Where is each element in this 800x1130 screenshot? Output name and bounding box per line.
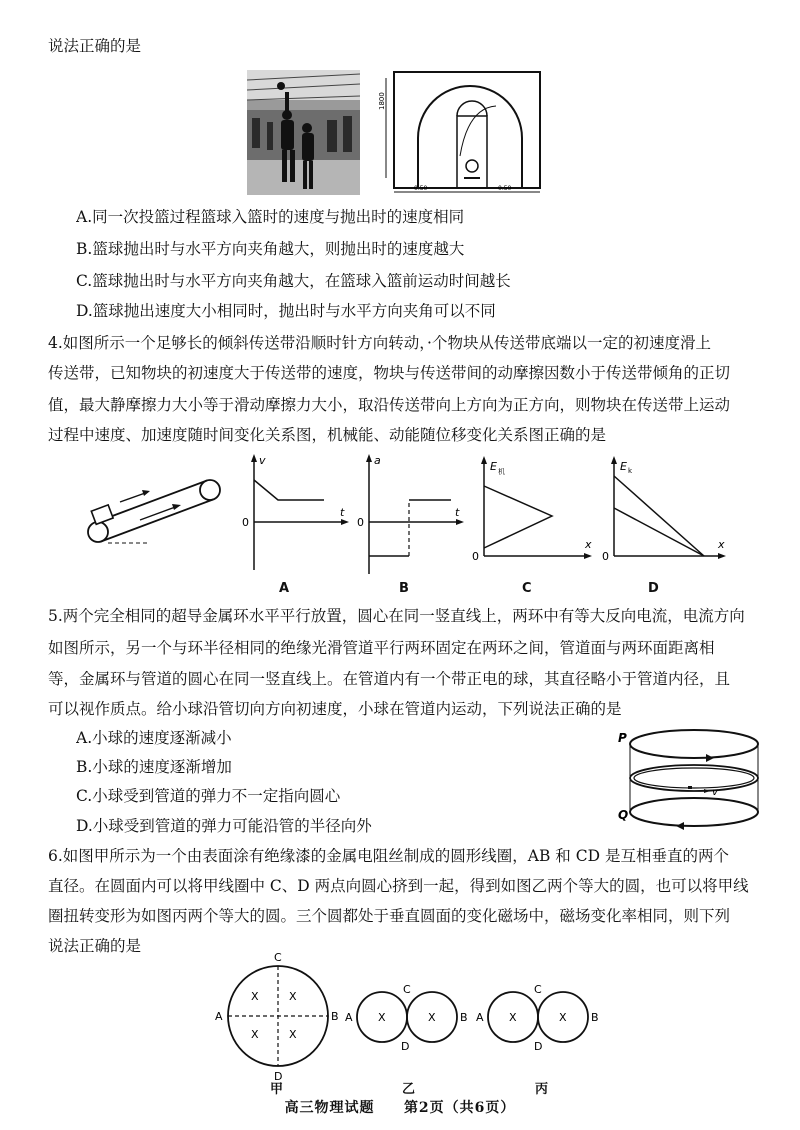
graph-d-origin: 0 (602, 550, 609, 563)
yi-label-c: C (403, 983, 411, 996)
bing-label-d: D (534, 1040, 543, 1053)
q4-stem-line-2: 传送带，已知物块的初速度大于传送带的速度，物块与传送带间的动摩擦因数小于传送带倾角的正切 (48, 364, 731, 382)
graph-b-y-label: a (374, 454, 381, 467)
q3-option-b: B.篮球抛出时与水平方向夹角越大，则抛出时的速度越大 (76, 240, 465, 258)
jia-caption: 甲 (270, 1082, 284, 1097)
yi-field-mark-2: X (428, 1011, 436, 1024)
court-diagram (378, 68, 543, 196)
q5-stem-line-4: 可以视作质点。给小球沿管切向方向初速度，小球在管道内运动，下列说法正确的是 (48, 700, 622, 718)
graph-c-curve (484, 486, 552, 548)
graph-c-mechanical-energy-displacement (470, 452, 595, 577)
graph-c-x-label: x (585, 538, 592, 551)
graph-a-y-arrow (251, 454, 257, 462)
graph-a-caption: A (279, 581, 290, 596)
bing-label-a: A (476, 1011, 484, 1024)
rings-tube-figure (618, 724, 768, 834)
graph-d-caption: D (648, 581, 659, 596)
graph-b-origin: 0 (357, 516, 364, 529)
footer-page: 第2页（共6页） (403, 1100, 516, 1116)
court-dim-bottom-a: 0.50 (414, 185, 428, 192)
jia-field-mark-2: X (289, 990, 297, 1003)
q5-stem-line-3: 等，金属环与管道的圆心在同一竖直线上。在管道内有一个带正电的球，其直径略小于管道内径，且 (48, 670, 731, 688)
jia-label-d: D (274, 1070, 283, 1083)
top-ring-current-arrow (706, 754, 714, 762)
bing-field-mark-2: X (559, 1011, 567, 1024)
graph-c-y-label: E (490, 460, 497, 473)
q6-stem-line-3: 圈扭转变形为如图丙两个等大的圆。三个圆都处于垂直圆面的变化磁场中，磁场变化率相同，则下列 (48, 907, 731, 925)
graph-a-velocity-time (240, 452, 350, 577)
graph-d-kinetic-energy-displacement (600, 452, 730, 577)
q3-option-c: C.篮球抛出时与水平方向夹角越大，在篮球入篮前运动时间越长 (76, 272, 511, 290)
graph-a-origin: 0 (242, 516, 249, 529)
graph-c-y-sub: 机 (498, 468, 505, 476)
bottom-ring-current-arrow (676, 822, 684, 830)
graph-c-caption: C (522, 581, 532, 596)
q6-stem-line-2: 直径。在圆面内可以将甲线圈中 C、D 两点向圆心挤到一起，得到如图乙两个等大的圆，也可以将甲线 (48, 877, 749, 895)
jia-field-mark-1: X (251, 990, 259, 1003)
conveyor-belt-figure (82, 476, 232, 556)
q5-option-b: B.小球的速度逐渐增加 (76, 758, 232, 776)
bing-label-b: B (591, 1011, 599, 1024)
jia-field-mark-4: X (289, 1028, 297, 1041)
jia-field-mark-3: X (251, 1028, 259, 1041)
graph-b-y-arrow (366, 454, 372, 462)
graph-c-origin: 0 (472, 550, 479, 563)
graph-a-y-label: v (259, 454, 266, 467)
ring-label-q: Q (618, 808, 629, 822)
graph-a-x-label: t (340, 506, 345, 519)
q3-stem-end: 说法正确的是 (48, 37, 142, 55)
graph-a-curve (254, 480, 324, 500)
coil-figure-yi (344, 980, 474, 1055)
bing-field-mark-1: X (509, 1011, 517, 1024)
court-dim-bottom-b: 0.50 (498, 185, 512, 192)
bing-label-c: C (534, 983, 542, 996)
coil-figure-bing (476, 980, 606, 1055)
q3-option-a: A.同一次投篮过程篮球入篮时的速度与抛出时的速度相同 (76, 208, 465, 226)
q4-stem-line-1: 4.如图所示一个足够长的倾斜传送带沿顺时针方向转动，·个物块从传送带底端以一定的初速度滑上 (48, 334, 711, 352)
q3-option-d: D.篮球抛出速度大小相同时，抛出时与水平方向夹角可以不同 (76, 302, 496, 320)
graph-b-x-label: t (455, 506, 460, 519)
jia-label-a: A (215, 1010, 223, 1023)
graph-d-y-label: E (620, 460, 627, 473)
yi-caption: 乙 (402, 1082, 416, 1097)
bing-caption: 丙 (535, 1082, 549, 1097)
graph-a-x-arrow (341, 519, 349, 525)
q5-stem-line-1: 5.两个完全相同的超导金属环水平平行放置，圆心在同一竖直线上，两环中有等大反向电流，电流方向 (48, 607, 745, 625)
q6-stem-line-1: 6.如图甲所示为一个由表面涂有绝缘漆的金属电阻丝制成的圆形线圈，AB 和 CD 是互相垂直的两个 (48, 847, 729, 865)
yi-label-d: D (401, 1040, 410, 1053)
graph-b-caption: B (399, 581, 409, 596)
q4-stem-line-4: 过程中速度、加速度随时间变化关系图，机械能、动能随位移变化关系图正确的是 (48, 426, 607, 444)
yi-label-b: B (460, 1011, 468, 1024)
footer-subject: 高三物理试题 (284, 1100, 375, 1116)
basketball-photo (247, 70, 360, 195)
charged-ball (688, 786, 692, 789)
q5-option-a: A.小球的速度逐渐减小 (76, 729, 232, 747)
coil-figure-jia (212, 948, 342, 1093)
graph-b-acceleration-time (355, 452, 465, 577)
velocity-label: v (712, 787, 718, 798)
page-footer (0, 1097, 800, 1117)
jia-label-b: B (331, 1010, 339, 1023)
q4-stem-line-3: 值，最大静摩擦力大小等于滑动摩擦力大小，取沿传送带向上方向为正方向，则物块在传送带上运动 (48, 396, 731, 414)
yi-field-mark-1: X (378, 1011, 386, 1024)
graph-b-x-arrow (456, 519, 464, 525)
jia-label-c: C (274, 951, 282, 964)
q5-option-c: C.小球受到管道的弹力不一定指向圆心 (76, 787, 341, 805)
ring-label-p: P (618, 731, 627, 745)
q5-option-d: D.小球受到管道的弹力可能沿管的半径向外 (76, 817, 372, 835)
court-dim-left: 1800 (378, 92, 386, 110)
yi-label-a: A (345, 1011, 353, 1024)
q5-stem-line-2: 如图所示，另一个与环半径相同的绝缘光滑管道平行两环固定在两环之间，管道面与两环面距离相 (48, 639, 715, 657)
q6-stem-line-4: 说法正确的是 (48, 937, 142, 955)
graph-d-x-label: x (718, 538, 725, 551)
graph-d-y-sub: k (628, 467, 633, 475)
